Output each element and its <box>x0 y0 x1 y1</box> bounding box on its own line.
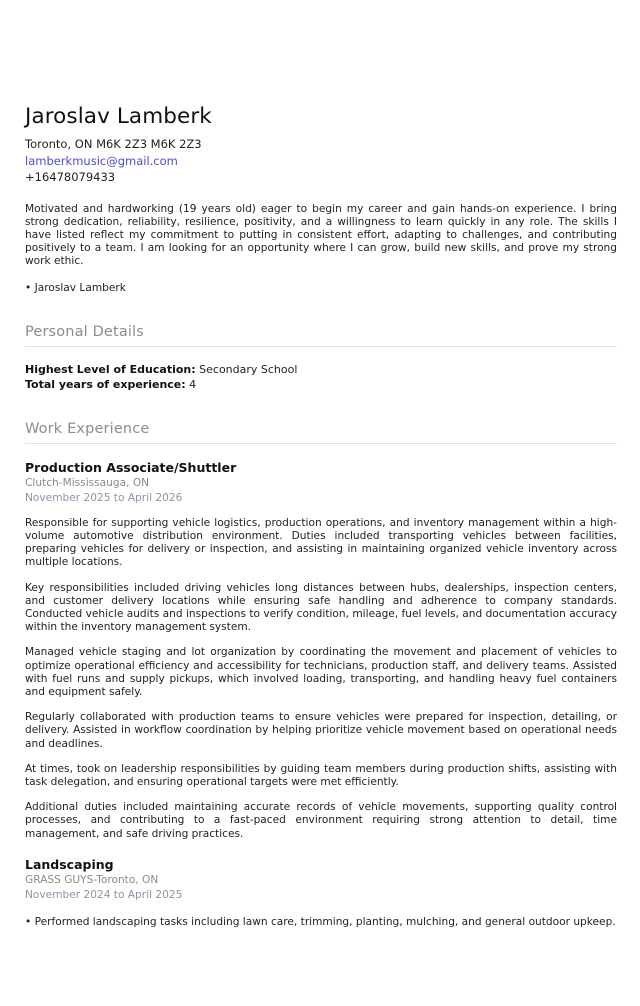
work-experience-heading: Work Experience <box>25 420 150 437</box>
job-company: Clutch-Mississauga, ON <box>25 476 150 489</box>
education-row <box>25 362 617 377</box>
job-paragraph: Responsible for supporting vehicle logistics, production operations, and inventory management within a high-volume automotive distribution environment. Duties included transporting vehicles between facilities, preparing vehicles for delivery or inspection, and assisting in maintaining organized vehicle inventory across multiple locations. <box>25 516 617 569</box>
job-entry <box>25 459 617 841</box>
personal-details-section <box>25 324 617 392</box>
job-list <box>25 459 617 929</box>
education-label: Highest Level of Education: <box>25 362 196 376</box>
summary-bullet: • Jaroslav Lamberk <box>25 281 126 294</box>
work-experience-section <box>25 421 617 929</box>
job-bullet-list <box>25 916 617 929</box>
section-divider <box>25 346 617 347</box>
job-company: GRASS GUYS-Toronto, ON <box>25 873 159 886</box>
education-value: Secondary School <box>199 362 298 376</box>
candidate-address: Toronto, ON M6K 2Z3 M6K 2Z3 <box>25 137 202 151</box>
job-dates: November 2024 to April 2025 <box>25 888 183 901</box>
summary-paragraph: Motivated and hardworking (19 years old) eager to begin my career and gain hands-on experience. I bring strong dedication, reliability, resilience, positivity, and a willingness to learn quickly in any role. The skills I have listed reflect my commitment to putting in consistent effort, adapting to challenges, and contributing positively to a team. I am looking for an opportunity where I can grow, build new skills, and prove my strong work ethic. <box>25 202 617 268</box>
job-entry <box>25 856 617 929</box>
resume-header <box>25 104 617 186</box>
job-paragraph: Additional duties included maintaining accurate records of vehicle movements, supporting quality control processes, and contributing to a fast-paced environment requiring strong attention to detail, time management, and safe driving practices. <box>25 801 617 840</box>
experience-value: 4 <box>189 377 197 391</box>
candidate-name: Jaroslav Lamberk <box>25 104 212 129</box>
section-divider <box>25 443 617 444</box>
job-paragraph: Managed vehicle staging and lot organization by coordinating the movement and placement of vehicles to optimize operational efficiency and accessibility for technicians, production staff, and delivery teams. Assisted with fuel runs and supply pickups, which involved loading, transporting, and handling heavy fuel containers and equipment safely. <box>25 646 617 698</box>
experience-row <box>25 377 617 392</box>
job-paragraph: At times, took on leadership responsibilities by guiding team members during production shifts, assisting with task delegation, and ensuring operational targets were met efficiently. <box>25 762 617 788</box>
job-paragraph: Key responsibilities included driving vehicles long distances between hubs, dealerships, inspection centers, and customer delivery locations while ensuring safe handling and adherence to company standards. Conducted vehicle audits and inspections to verify condition, mileage, fuel levels, and documentation accuracy within the inventory management system. <box>25 581 617 634</box>
candidate-email-link[interactable]: lamberkmusic@gmail.com <box>25 153 178 168</box>
personal-details-body <box>25 362 617 392</box>
job-description <box>25 517 617 841</box>
candidate-phone: +16478079433 <box>25 170 116 184</box>
job-dates: November 2025 to April 2026 <box>25 491 183 504</box>
experience-label: Total years of experience: <box>25 377 186 391</box>
job-title: Landscaping <box>25 856 114 872</box>
job-paragraph: Regularly collaborated with production teams to ensure vehicles were prepared for inspection, detailing, or delivery. Assisted in workflow coordination by helping prioritize vehicle movement based on operational needs and deadlines. <box>25 711 617 750</box>
job-bullet: • Performed landscaping tasks including lawn care, trimming, planting, mulching, and general outdoor upkeep. <box>25 915 616 928</box>
personal-details-heading: Personal Details <box>25 323 144 340</box>
job-title: Production Associate/Shuttler <box>25 459 237 475</box>
summary-section <box>25 203 617 295</box>
